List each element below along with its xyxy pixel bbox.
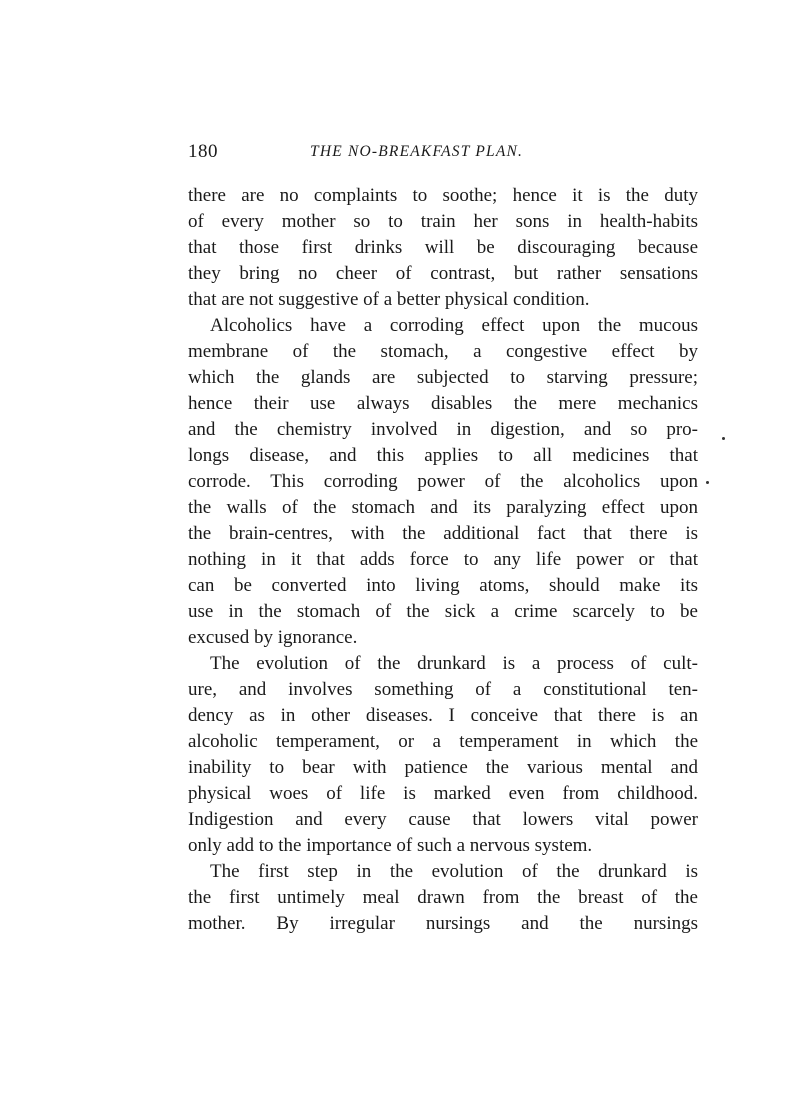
text-line: physical woes of life is marked even from childhood. [188, 783, 698, 804]
paragraph-start-line: The first step in the evolution of the drunkard is [210, 861, 698, 882]
text-line: hence their use always disables the mere mechanics [188, 393, 698, 414]
text-line: that are not suggestive of a better physical condition. [188, 289, 590, 310]
body-text [188, 183, 698, 937]
text-line: and the chemistry involved in digestion, and so pro- [188, 419, 698, 440]
paragraph-start-line: The evolution of the drunkard is a process of cult- [210, 653, 698, 674]
page-number: 180 [188, 141, 218, 162]
text-line: nothing in it that adds force to any life power or that [188, 549, 698, 570]
text-line: that those first drinks will be discouraging because [188, 237, 698, 258]
scan-speck [722, 437, 725, 440]
running-title: THE NO-BREAKFAST PLAN. [310, 143, 524, 160]
text-line: ure, and involves something of a constitutional ten- [188, 679, 698, 700]
text-line: membrane of the stomach, a congestive effect by [188, 341, 698, 362]
text-line: dency as in other diseases. I conceive that there is an [188, 705, 698, 726]
text-line: can be converted into living atoms, should make its [188, 575, 698, 596]
text-line: excused by ignorance. [188, 627, 358, 648]
text-line: the first untimely meal drawn from the breast of the [188, 887, 698, 908]
text-line: of every mother so to train her sons in health-habits [188, 211, 698, 232]
text-line: the walls of the stomach and its paralyzing effect upon [188, 497, 698, 518]
text-line: corrode. This corroding power of the alcoholics upon [188, 471, 698, 492]
text-line: which the glands are subjected to starving pressure; [188, 367, 698, 388]
text-line: inability to bear with patience the various mental and [188, 757, 698, 778]
text-line: alcoholic temperament, or a temperament in which the [188, 731, 698, 752]
text-line: there are no complaints to soothe; hence it is the duty [188, 185, 698, 206]
text-line: they bring no cheer of contrast, but rather sensations [188, 263, 698, 284]
text-line: longs disease, and this applies to all medicines that [188, 445, 698, 466]
page-header [188, 141, 698, 165]
scan-speck [706, 481, 709, 484]
text-line: mother. By irregular nursings and the nursings [188, 913, 698, 934]
text-line: only add to the importance of such a nervous system. [188, 835, 593, 856]
text-line: use in the stomach of the sick a crime scarcely to be [188, 601, 698, 622]
paragraph-start-line: Alcoholics have a corroding effect upon the mucous [210, 315, 698, 336]
text-line: Indigestion and every cause that lowers vital power [188, 809, 698, 830]
text-line: the brain-centres, with the additional fact that there is [188, 523, 698, 544]
